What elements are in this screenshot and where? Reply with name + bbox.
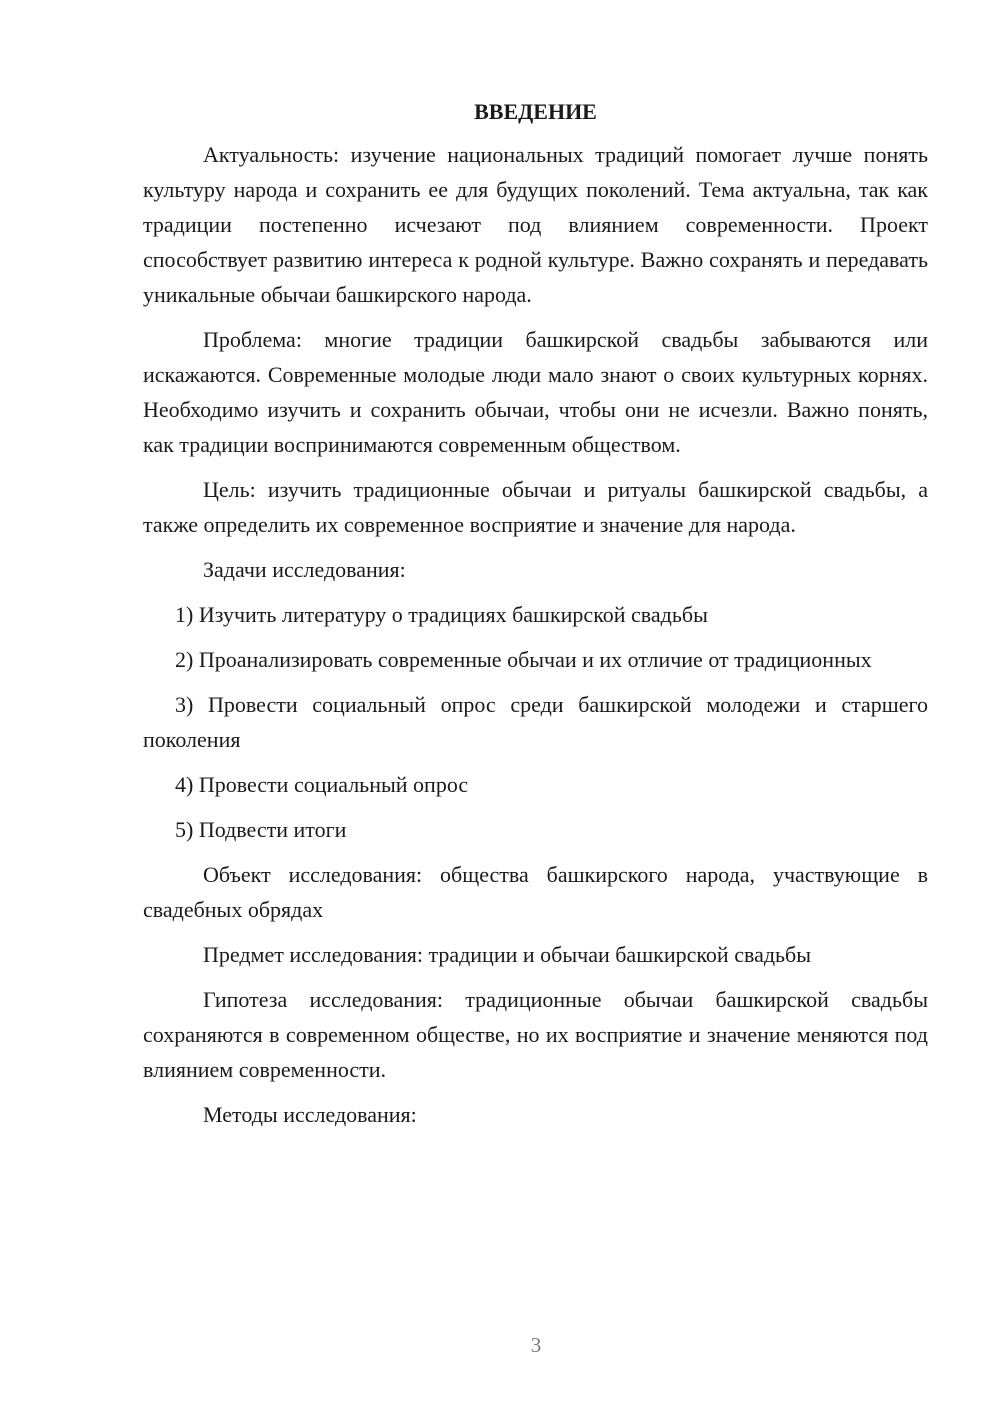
tasks-list: [143, 597, 928, 847]
task-item-2: 2) Проанализировать современные обычаи и их отличие от традиционных: [175, 647, 872, 672]
page-number: 3: [530, 1333, 542, 1357]
tasks-title: Задачи исследования:: [203, 557, 406, 582]
page-content: [143, 94, 928, 1142]
methods-title: Методы исследования:: [203, 1102, 417, 1127]
problem-paragraph: Проблема: многие традиции башкирской свадьбы забываются или искажаются. Современные молодые люди мало знают о своих культурных корнях. Необходимо изучить и сохранить обычаи, чтобы они не исчезли. Важно понять, как традиции воспринимаются современным обществом.: [143, 327, 928, 457]
task-item-4: 4) Провести социальный опрос: [175, 772, 469, 797]
hypothesis-paragraph: Гипотеза исследования: традиционные обычаи башкирской свадьбы сохраняются в современном обществе, но их восприятие и значение меняются под влиянием современности.: [143, 987, 928, 1082]
task-item-5: 5) Подвести итоги: [175, 817, 347, 842]
page-title: ВВЕДЕНИЕ: [474, 99, 597, 124]
subject-paragraph: Предмет исследования: традиции и обычаи башкирской свадьбы: [203, 942, 812, 967]
task-item-1: 1) Изучить литературу о традициях башкирской свадьбы: [175, 602, 708, 627]
relevance-paragraph: Актуальность: изучение национальных традиций помогает лучше понять культуру народа и сохранить ее для будущих поколений. Тема актуальна, так как традиции постепенно исчезают под влиянием современности. Проект способствует развитию интереса к родной культуре. Важно сохранять и передавать уникальные обычаи башкирского народа.: [143, 142, 928, 307]
object-paragraph: Объект исследования: общества башкирского народа, участвующие в свадебных обрядах: [143, 862, 928, 922]
task-item-3: 3) Провести социальный опрос среди башкирской молодежи и старшего поколения: [143, 692, 928, 752]
goal-paragraph: Цель: изучить традиционные обычаи и ритуалы башкирской свадьбы, а также определить их современное восприятие и значение для народа.: [143, 477, 928, 537]
